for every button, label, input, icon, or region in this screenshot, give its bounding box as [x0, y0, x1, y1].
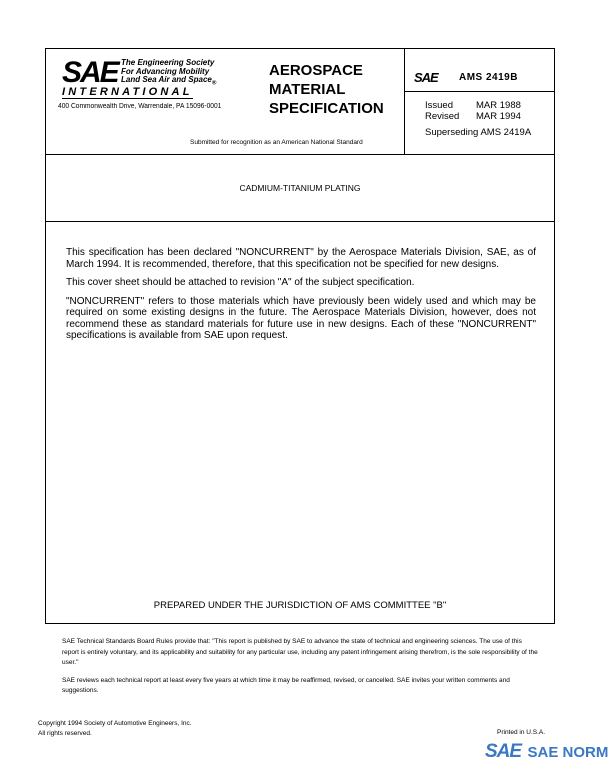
copyright-line1: Copyright 1994 Society of Automotive Engineers, Inc. [38, 720, 192, 727]
spec-title-line2: MATERIAL [269, 81, 346, 98]
superseding: Superseding AMS 2419A [425, 127, 532, 138]
registered-mark: ® [211, 80, 217, 87]
body-text [66, 247, 536, 342]
paragraph-noncurrent-declared: This specification has been declared "NONCURRENT" by the Aerospace Materials Division, SAE, as of March 1994. It is recommended, therefore, that this specification not be specified for new designs. [66, 247, 536, 270]
jurisdiction-note: PREPARED UNDER THE JURISDICTION OF AMS COMMITTEE "B" [153, 600, 447, 611]
revised-label: Revised [425, 111, 460, 122]
international-label: INTERNATIONAL [62, 86, 193, 98]
submitted-note: Submitted for recognition as an American National Standard [190, 139, 363, 146]
header-divider [404, 48, 405, 155]
copyright-block [38, 719, 192, 738]
document-title: CADMIUM-TITANIUM PLATING [239, 183, 361, 193]
sae-small-logo: SAE [414, 70, 438, 85]
doc-number-divider [404, 91, 555, 92]
printed-in: Printed in U.S.A. [497, 729, 546, 736]
address: 400 Commonwealth Drive, Warrendale, PA 15096-0001 [58, 103, 222, 110]
spec-title-line3: SPECIFICATION [269, 100, 384, 117]
footer-rules [62, 637, 540, 697]
issued-row [425, 100, 521, 111]
issued-label: Issued [425, 100, 453, 111]
watermark-text: SAE NORM [527, 744, 608, 761]
society-text [121, 59, 216, 88]
footer-rules-2: SAE reviews each technical report at least every five years at which time it may be reaffirmed, revised, or cancelled. SAE invites your written comments and suggestions. [62, 676, 510, 694]
spec-type-title [269, 61, 384, 118]
revised-date: MAR 1994 [476, 111, 521, 122]
society-line2: For Advancing Mobility [121, 66, 210, 76]
watermark-logo: SAE [485, 741, 522, 762]
footer-rules-1: SAE Technical Standards Board Rules provide that: "This report is published by SAE to advance the state of technical and engineering sciences. The use of this report is entirely voluntary, and its applicability and suitability for any particular use, including any patent infringement arising therefrom, is the sole responsibility of the user." [62, 638, 538, 666]
sae-logo: SAE [62, 56, 118, 89]
doc-number: AMS 2419B [459, 72, 518, 83]
revised-row [425, 111, 521, 122]
paragraph-noncurrent-definition: "NONCURRENT" refers to those materials which have previously been widely used and which may be required on some existing designs in the future. The Aerospace Materials Division, however, does not recommend these as standard materials for future use in new designs. Each of these "NONCURRENT" specifications is available from SAE upon request. [66, 295, 536, 341]
spec-title-line1: AEROSPACE [269, 62, 363, 79]
society-line3-text: Land Sea Air and Space [121, 75, 212, 84]
issued-date: MAR 1988 [476, 100, 521, 111]
society-line1: The Engineering Society [121, 58, 215, 67]
copyright-line2: All rights reserved. [38, 729, 92, 737]
paragraph-cover-sheet: This cover sheet should be attached to revision "A" of the subject specification. [66, 277, 415, 288]
sae-norm-watermark [485, 741, 608, 763]
